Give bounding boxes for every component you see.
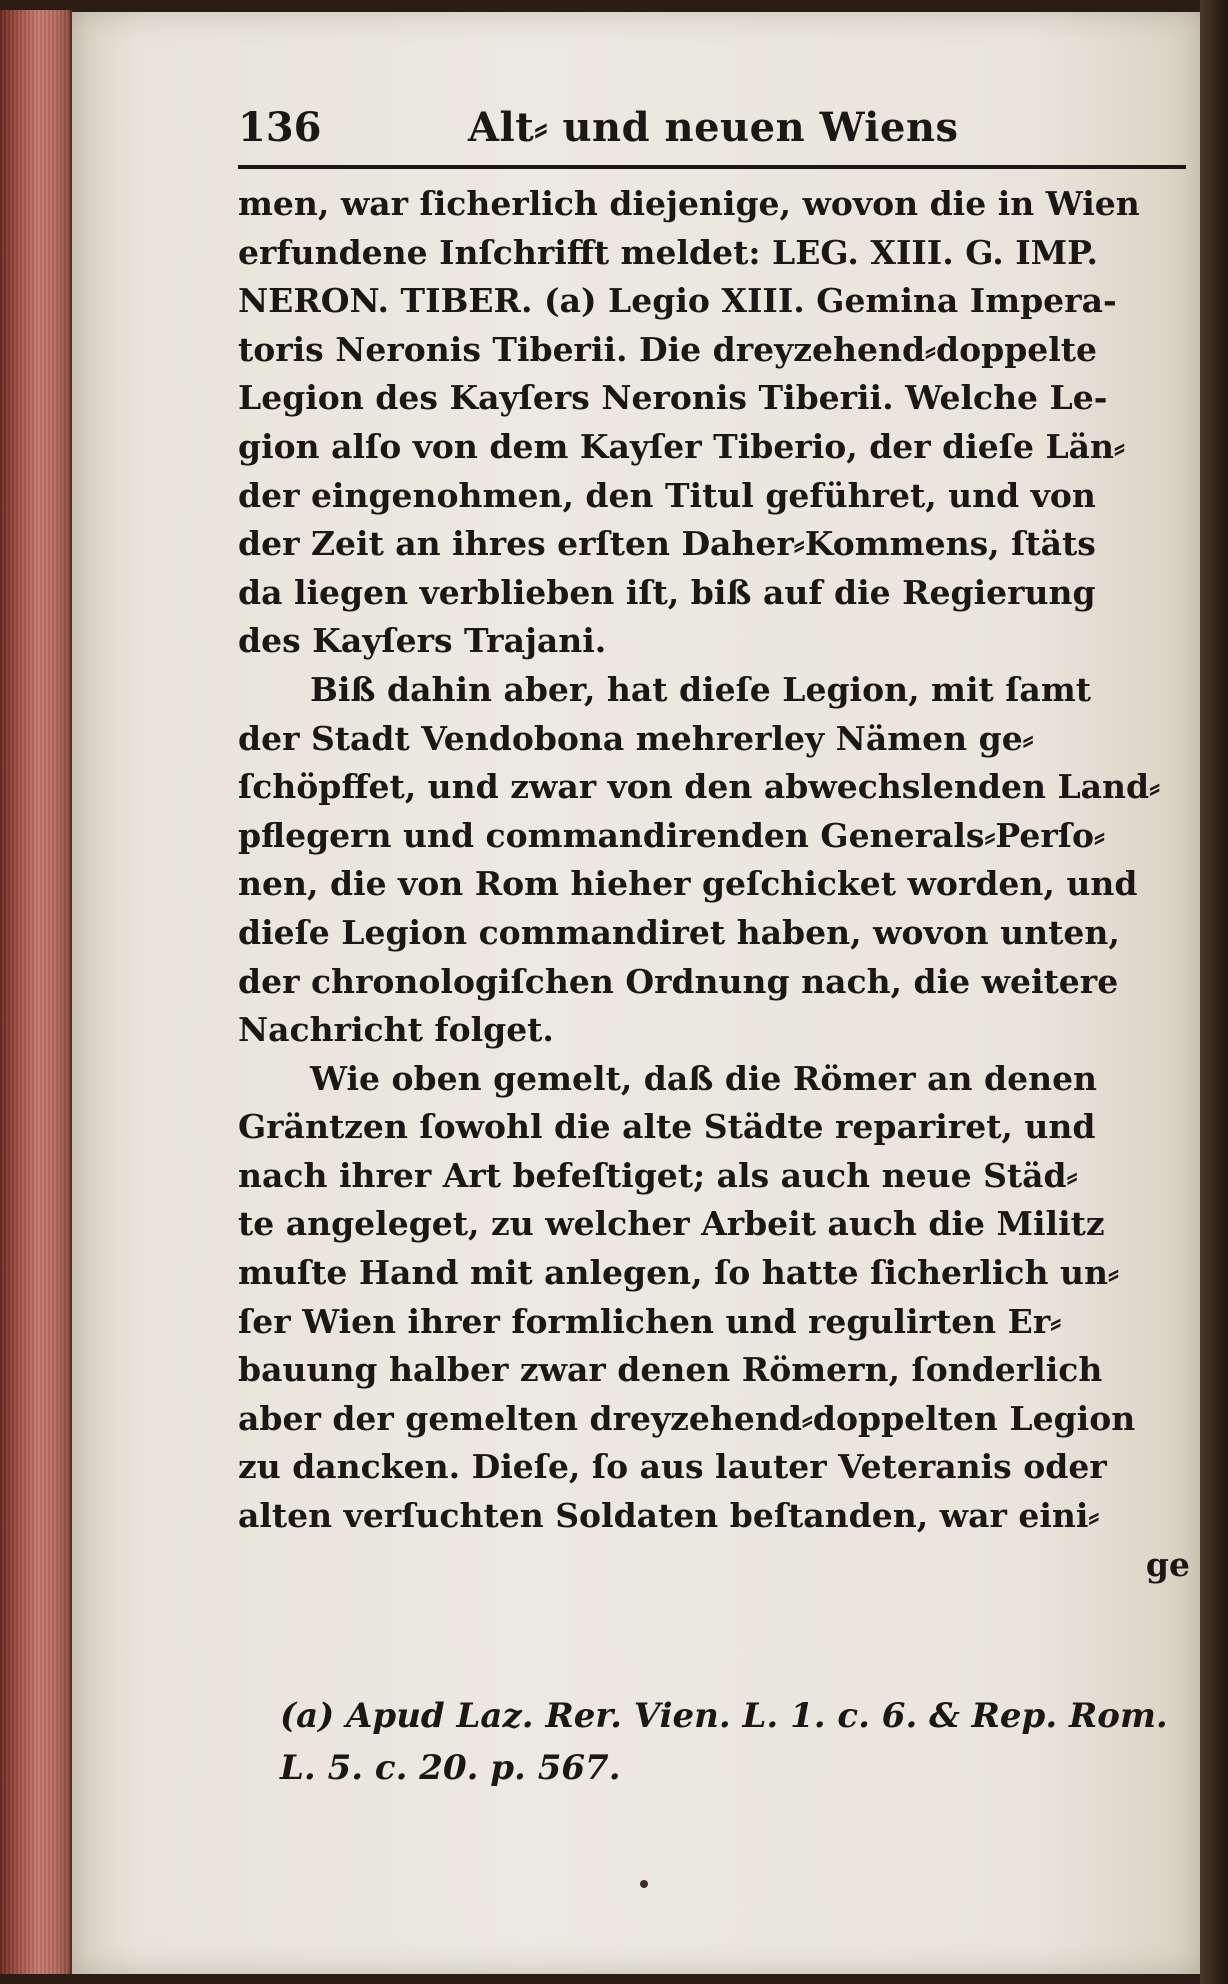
book-page-edges bbox=[0, 10, 72, 1974]
text-line: nach ihrer Art befeſtiget; als auch neue Städ⸗ bbox=[238, 1155, 1078, 1195]
text-line: da liegen verblieben iſt, biß auf die Regierung bbox=[238, 572, 1096, 612]
paragraph-start-line: Wie oben gemelt, daß die Römer an denen bbox=[310, 1058, 1098, 1098]
footnote-line: (a) Apud Laz. Rer. Vien. L. 1. c. 6. & Rep. Rom. bbox=[280, 1696, 1168, 1736]
text-line: der chronologiſchen Ordnung nach, die weitere bbox=[238, 961, 1119, 1001]
text-line: Legion des Kayſers Neronis Tiberii. Welche Le- bbox=[238, 378, 1108, 418]
body-text bbox=[238, 180, 1190, 1589]
paper-stain bbox=[640, 1880, 648, 1888]
page-content bbox=[168, 100, 1192, 1788]
text-line: Nachricht folget. bbox=[238, 1010, 554, 1050]
text-line: dieſe Legion commandiret haben, wovon unten, bbox=[238, 912, 1120, 952]
text-line: toris Neronis Tiberii. Die dreyzehend⸗doppelte bbox=[238, 329, 1098, 369]
text-line: der Zeit an ihres erſten Daher⸗Kommens, ſtäts bbox=[238, 524, 1096, 564]
text-line: Gräntzen ſowohl die alte Städte repariret, und bbox=[238, 1107, 1096, 1147]
text-line: NERON. TIBER. (a) Legio XIII. Gemina Impera- bbox=[238, 281, 1117, 321]
text-line: nen, die von Rom hieher geſchicket worden, und bbox=[238, 864, 1138, 904]
text-line: erfundene Inſchrifft meldet: LEG. XIII. G. IMP. bbox=[238, 232, 1099, 272]
running-title: Alt⸗ und neuen Wiens bbox=[468, 104, 959, 151]
text-line: men, war ſicherlich diejenige, wovon die in Wien bbox=[238, 184, 1140, 223]
text-line: bauung halber zwar denen Römern, ſonderlich bbox=[238, 1350, 1103, 1390]
text-line: muſte Hand mit anlegen, ſo hatte ſicherlich un⸗ bbox=[238, 1253, 1119, 1293]
right-shadow bbox=[1200, 0, 1228, 1984]
text-line: der Stadt Vendobona mehrerley Nämen ge⸗ bbox=[238, 718, 1034, 758]
text-line: ſchöpffet, und zwar von den abwechslenden Land⸗ bbox=[238, 767, 1161, 807]
footnote bbox=[280, 1690, 1200, 1794]
text-line: te angeleget, zu welcher Arbeit auch die Militz bbox=[238, 1204, 1105, 1244]
text-line: der eingenohmen, den Titul geführet, und von bbox=[238, 475, 1096, 515]
text-line: alten verſuchten Soldaten beſtanden, war eini⸗ bbox=[238, 1496, 1100, 1536]
page-number: 136 bbox=[238, 104, 322, 151]
text-line: gion alſo von dem Kayſer Tiberio, der dieſe Län⸗ bbox=[238, 426, 1126, 466]
catchword: ge bbox=[1145, 1544, 1190, 1584]
header-rule bbox=[238, 165, 1186, 169]
text-line: des Kayſers Trajani. bbox=[238, 621, 607, 661]
paragraph-start-line: Biß dahin aber, hat dieſe Legion, mit ſamt bbox=[310, 669, 1091, 709]
text-line: ſer Wien ihrer formlichen und regulirten Er⸗ bbox=[238, 1301, 1062, 1341]
text-line: aber der gemelten dreyzehend⸗doppelten Legion bbox=[238, 1398, 1136, 1438]
text-line: zu dancken. Dieſe, ſo aus lauter Veteranis oder bbox=[238, 1447, 1107, 1487]
page-header bbox=[168, 100, 1192, 162]
text-line: pflegern und commandirenden Generals⸗Perſo⸗ bbox=[238, 815, 1105, 855]
footnote-line: L. 5. c. 20. p. 567. bbox=[280, 1748, 621, 1788]
